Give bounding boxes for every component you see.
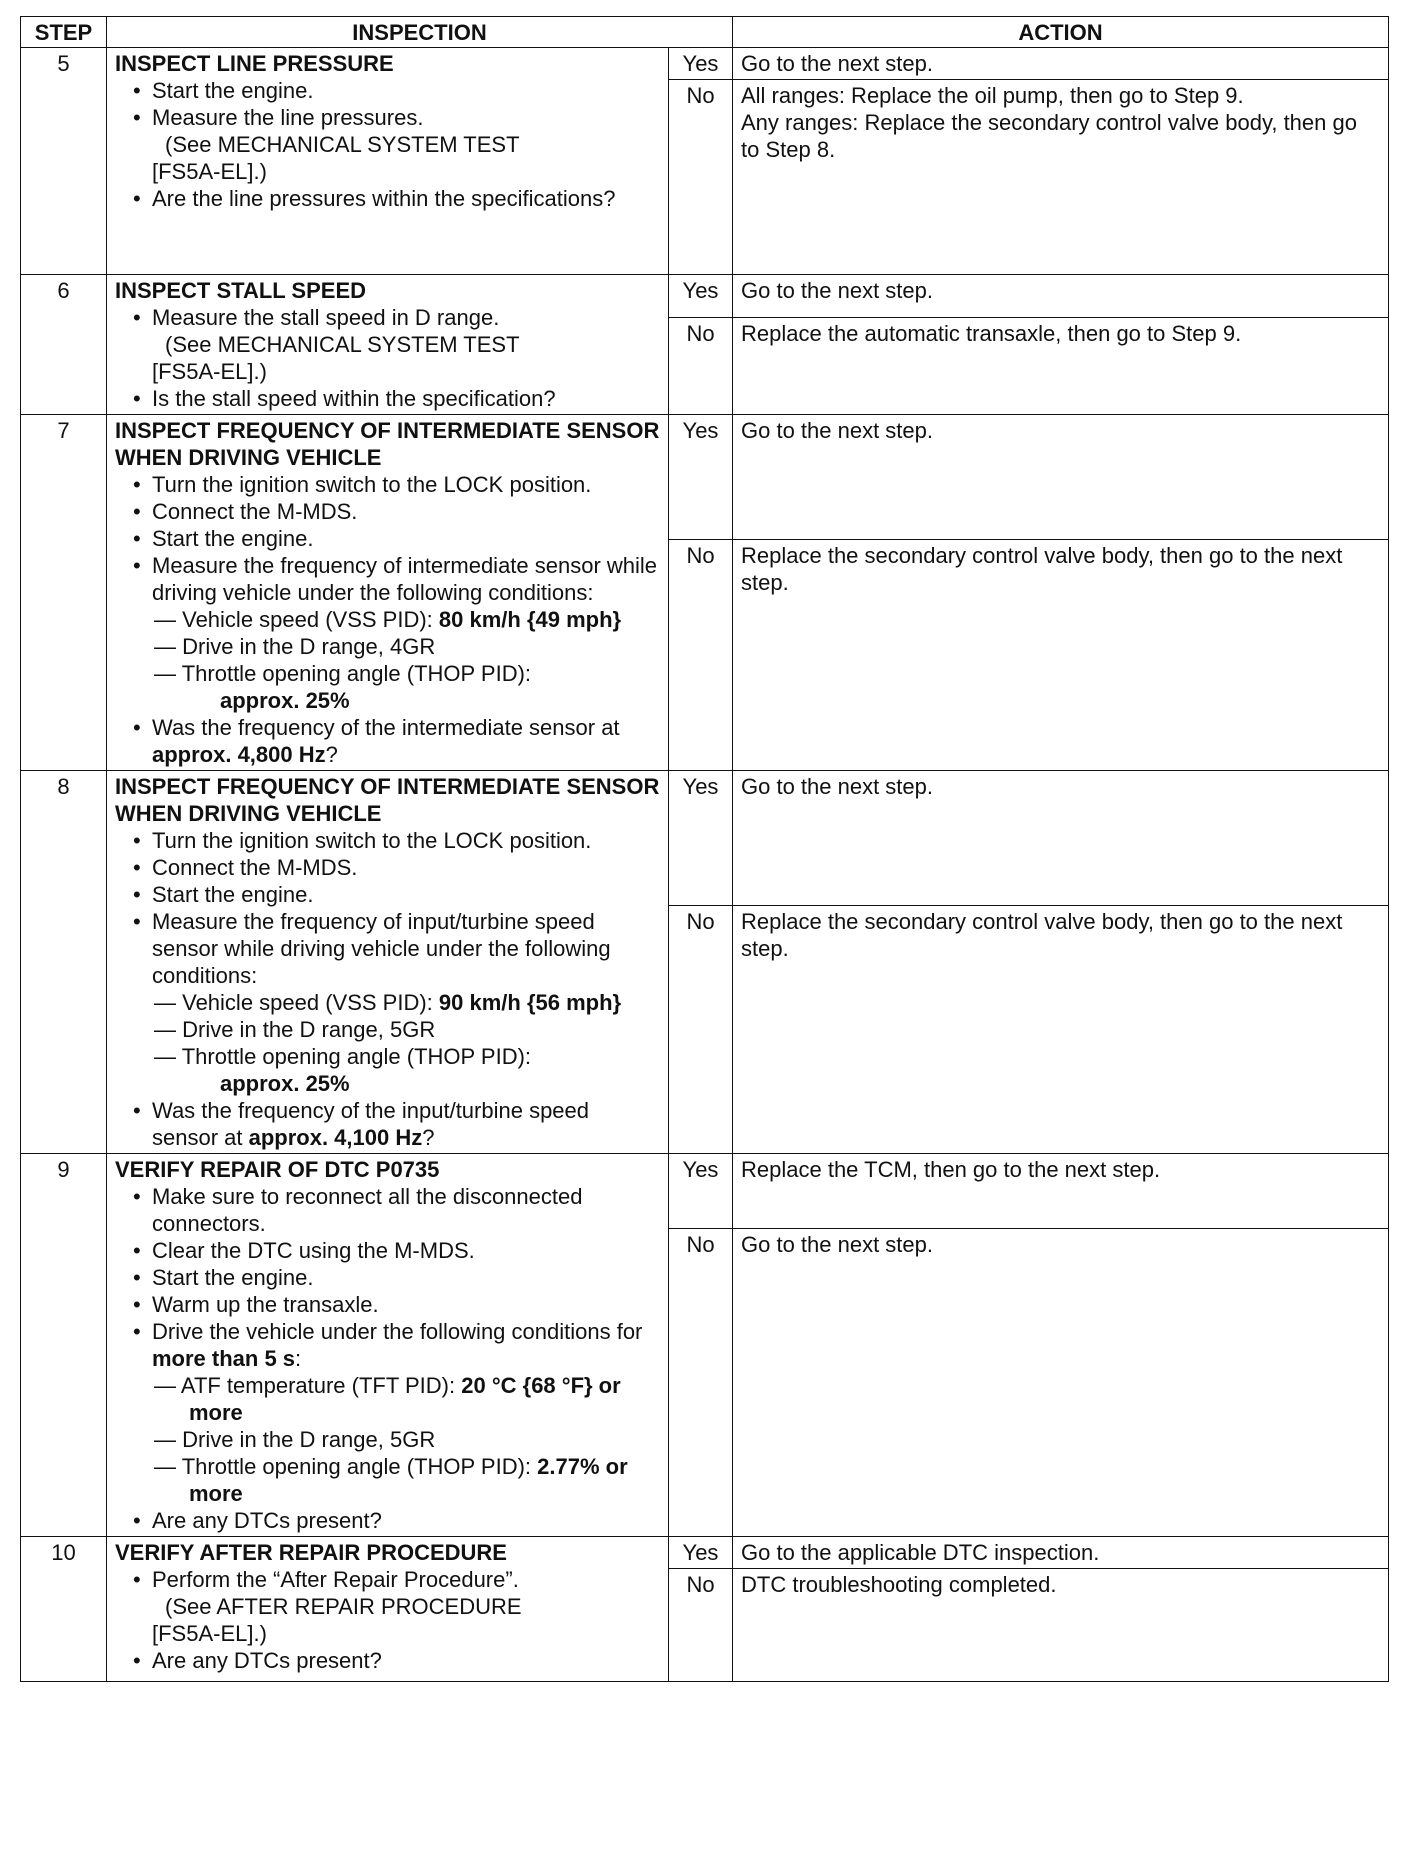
yes-label: Yes [669, 275, 733, 318]
bullet-item: • Are any DTCs present? [127, 1647, 660, 1674]
step-number: 5 [21, 48, 107, 275]
bullet-item: • Measure the frequency of intermediate sensor while driving vehicle under the following conditions: — Vehicle speed (VSS PID): 80 km/h {49 mph} — Drive in the D range, 4GR — Throttle opening angle (THOP PID): approx. 25% [127, 552, 660, 714]
yes-action: Go to the applicable DTC inspection. [733, 1537, 1389, 1569]
step-9-row [21, 1154, 1389, 1229]
condition-item: — Vehicle speed (VSS PID): 80 km/h {49 mph} [154, 607, 622, 632]
no-label: No [669, 1229, 733, 1537]
yes-label: Yes [669, 415, 733, 540]
step-8-row [21, 771, 1389, 906]
bullet-item: • Start the engine. [127, 525, 660, 552]
inspection-cell [107, 771, 669, 1154]
yes-label: Yes [669, 1537, 733, 1569]
yes-action: Replace the TCM, then go to the next step. [733, 1154, 1389, 1229]
header-row [21, 17, 1389, 48]
no-action: All ranges: Replace the oil pump, then go to Step 9. Any ranges: Replace the secondary control valve body, then go to Step 8. [733, 80, 1389, 275]
inspection-title: INSPECT STALL SPEED [115, 278, 367, 303]
step-number: 7 [21, 415, 107, 771]
bullet-item: • Start the engine. [127, 881, 660, 908]
inspection-title: VERIFY AFTER REPAIR PROCEDURE [115, 1540, 507, 1565]
inspection-cell [107, 275, 669, 415]
no-label: No [669, 80, 733, 275]
inspection-title: INSPECT FREQUENCY OF INTERMEDIATE SENSOR WHEN DRIVING VEHICLE [115, 774, 660, 826]
bullet-item: • Connect the M-MDS. [127, 498, 660, 525]
yes-label: Yes [669, 1154, 733, 1229]
step-10-row [21, 1537, 1389, 1569]
no-action: Go to the next step. [733, 1229, 1389, 1537]
yes-label: Yes [669, 48, 733, 80]
inspection-cell [107, 1537, 669, 1682]
no-label: No [669, 540, 733, 771]
yes-action: Go to the next step. [733, 415, 1389, 540]
inspection-title: INSPECT FREQUENCY OF INTERMEDIATE SENSOR WHEN DRIVING VEHICLE [115, 418, 660, 470]
step-5-row [21, 48, 1389, 80]
no-action: DTC troubleshooting completed. [733, 1569, 1389, 1682]
step-number: 8 [21, 771, 107, 1154]
inspection-cell [107, 415, 669, 771]
bullet-item: • Turn the ignition switch to the LOCK position. [127, 827, 660, 854]
header-inspection: INSPECTION [107, 17, 733, 48]
bullet-item: • Warm up the transaxle. [127, 1291, 660, 1318]
inspection-title: VERIFY REPAIR OF DTC P0735 [115, 1157, 440, 1182]
bullet-item: • Measure the stall speed in D range. (See MECHANICAL SYSTEM TEST [FS5A-EL].) [127, 304, 660, 385]
condition-item: — Throttle opening angle (THOP PID): approx. 25% [154, 661, 532, 713]
step-7-row [21, 415, 1389, 540]
yes-action: Go to the next step. [733, 48, 1389, 80]
yes-label: Yes [669, 771, 733, 906]
yes-action: Go to the next step. [733, 275, 1389, 318]
no-action: Replace the automatic transaxle, then go to Step 9. [733, 318, 1389, 415]
bullet-item: • Are the line pressures within the specifications? [127, 185, 660, 212]
condition-item: — Vehicle speed (VSS PID): 90 km/h {56 mph} [154, 990, 622, 1015]
bullet-item: • Is the stall speed within the specification? [127, 385, 660, 412]
step-6-row [21, 275, 1389, 318]
inspection-title: INSPECT LINE PRESSURE [115, 51, 394, 76]
bullet-item: • Start the engine. [127, 1264, 660, 1291]
yes-action: Go to the next step. [733, 771, 1389, 906]
bullet-item: • Perform the “After Repair Procedure”. (See AFTER REPAIR PROCEDURE [FS5A-EL].) [127, 1566, 660, 1647]
bullet-item: • Was the frequency of the input/turbine speed sensor at approx. 4,100 Hz? [127, 1097, 660, 1151]
condition-item: — Throttle opening angle (THOP PID): approx. 25% [154, 1044, 532, 1096]
condition-item: — Drive in the D range, 5GR [154, 1427, 436, 1452]
bullet-item: • Was the frequency of the intermediate sensor at approx. 4,800 Hz? [127, 714, 660, 768]
inspection-cell [107, 1154, 669, 1537]
no-label: No [669, 318, 733, 415]
no-label: No [669, 1569, 733, 1682]
no-action: Replace the secondary control valve body, then go to the next step. [733, 540, 1389, 771]
step-number: 10 [21, 1537, 107, 1682]
step-number: 6 [21, 275, 107, 415]
header-step: STEP [21, 17, 107, 48]
bullet-item: • Measure the line pressures. (See MECHANICAL SYSTEM TEST [FS5A-EL].) [127, 104, 660, 185]
condition-item: — Throttle opening angle (THOP PID): 2.77% or more [154, 1454, 628, 1506]
bullet-item: • Start the engine. [127, 77, 660, 104]
troubleshooting-table [20, 16, 1389, 1682]
bullet-item: • Are any DTCs present? [127, 1507, 660, 1534]
bullet-item: • Make sure to reconnect all the disconnected connectors. [127, 1183, 660, 1237]
bullet-item: • Drive the vehicle under the following conditions for more than 5 s: — ATF temperature (TFT PID): 20 °C {68 °F} or more — Drive in the D range, 5GR — Throttle opening angle (THOP PID): 2.77% or more [127, 1318, 660, 1507]
condition-item: — Drive in the D range, 5GR [154, 1017, 436, 1042]
header-action: ACTION [733, 17, 1389, 48]
bullet-item: • Connect the M-MDS. [127, 854, 660, 881]
no-action: Replace the secondary control valve body, then go to the next step. [733, 905, 1389, 1153]
bullet-item: • Turn the ignition switch to the LOCK position. [127, 471, 660, 498]
inspection-cell [107, 48, 669, 275]
bullet-item: • Clear the DTC using the M-MDS. [127, 1237, 660, 1264]
condition-item: — Drive in the D range, 4GR [154, 634, 436, 659]
condition-item: — ATF temperature (TFT PID): 20 °C {68 °F} or more [154, 1373, 621, 1425]
bullet-item: • Measure the frequency of input/turbine speed sensor while driving vehicle under the following conditions: — Vehicle speed (VSS PID): 90 km/h {56 mph} — Drive in the D range, 5GR — Throttle opening angle (THOP PID): approx. 25% [127, 908, 660, 1097]
step-number: 9 [21, 1154, 107, 1537]
no-label: No [669, 905, 733, 1153]
